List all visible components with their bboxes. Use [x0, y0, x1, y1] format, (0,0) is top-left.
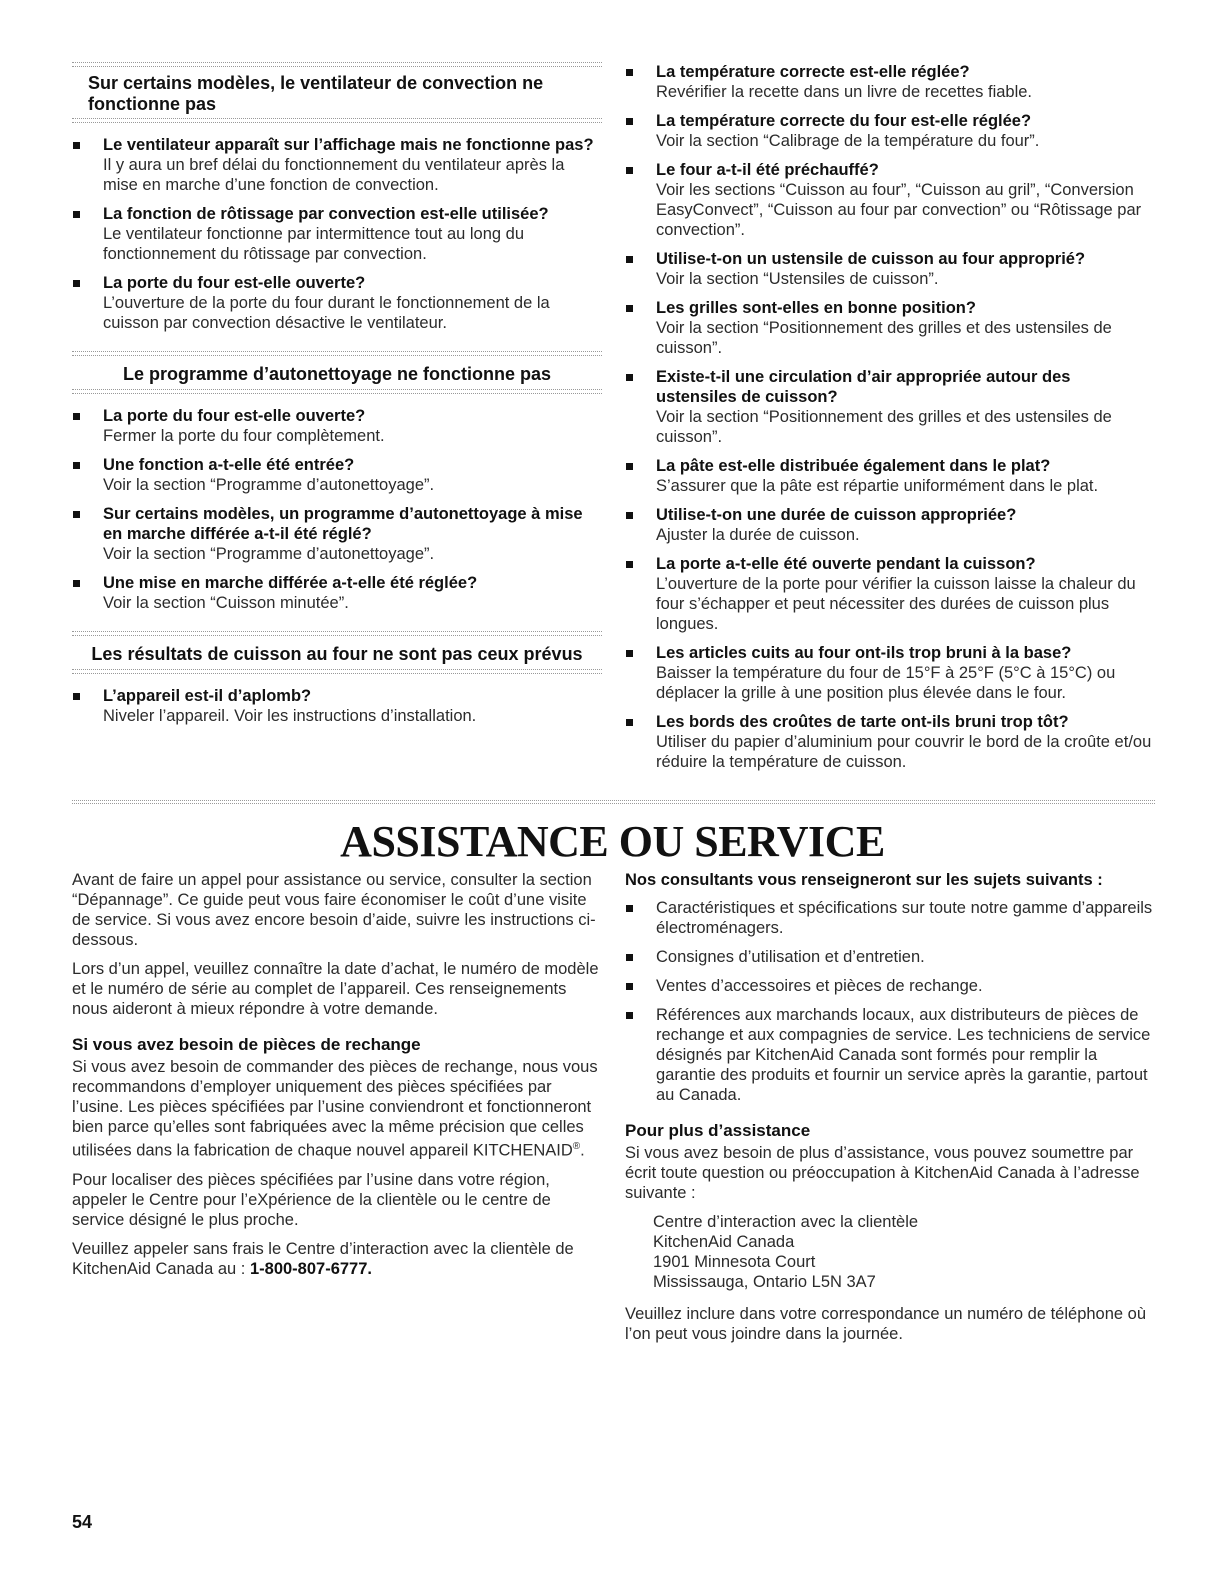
bullet-icon — [73, 211, 80, 218]
consultants-heading: Nos consultants vous renseigneront sur les sujets suivants : — [625, 871, 1103, 889]
address-line: Centre d’interaction avec la clientèle — [653, 1213, 919, 1231]
phone-number: 1-800-807-6777. — [249, 1259, 372, 1278]
bullet-icon — [626, 905, 633, 912]
answer: S’assurer que la pâte est répartie uniformément dans le plat. — [656, 477, 1099, 495]
question-item — [72, 273, 602, 333]
intro-paragraph: Avant de faire un appel pour assistance ou service, consulter la section “Dépannage”. Ce guide peut vous faire économiser le coût d’une visite de service. Si vous avez encore besoin d’aide, suivre les instructions ci-dessous. — [72, 871, 596, 949]
answer: Il y aura un bref délai du fonctionnement du ventilateur après la mise en marche d’une fonction de convection. — [103, 156, 565, 194]
address-line: KitchenAid Canada — [653, 1233, 795, 1251]
section-rule — [72, 669, 602, 674]
bullet-icon — [73, 693, 80, 700]
bullet-icon — [73, 413, 80, 420]
bullet-icon — [73, 142, 80, 149]
bullet-icon — [73, 511, 80, 518]
consultant-topic — [625, 976, 1155, 996]
more-assistance-paragraph: Si vous avez besoin de plus d’assistance, vous pouvez soumettre par écrit toute question ou préoccupation à KitchenAid Canada à l’adresse suivante : — [625, 1144, 1140, 1202]
answer: Fermer la porte du four complètement. — [103, 427, 385, 445]
question: Existe-t-il une circulation d’air appropriée autour des ustensiles de cuisson? — [656, 368, 1071, 406]
question-item — [625, 367, 1155, 447]
parts-text: Si vous avez besoin de commander des pièces de rechange, nous vous recommandons d’employer uniquement des pièces spécifiées par l’usine. Les pièces spécifiées par l’usine conviendront et fonctionneront bien parce qu’elles sont fabriquées avec la même précision que celles utilisées dans la fabrication de chaque nouvel appareil KITCHENAID — [72, 1058, 598, 1160]
page-title: ASSISTANCE OU SERVICE — [340, 817, 885, 866]
bullet-icon — [626, 374, 633, 381]
question-item — [625, 111, 1155, 151]
section-header-self-clean — [72, 351, 602, 394]
question: Les grilles sont-elles en bonne position? — [656, 299, 976, 317]
topic-text: Références aux marchands locaux, aux distributeurs de pièces de rechange et aux compagnies de service. Les techniciens de service désignés par KitchenAid Canada sont formés pour remplir la garantie des produits et fournir un service après la garantie, partout au Canada. — [656, 1006, 1151, 1104]
closing-paragraph: Veuillez inclure dans votre correspondance un numéro de téléphone où l’on peut vous joindre dans la journée. — [625, 1305, 1147, 1343]
question-item — [625, 505, 1155, 545]
bullet-icon — [626, 650, 633, 657]
question: L’appareil est-il d’aplomb? — [103, 687, 312, 705]
more-assistance-heading: Pour plus d’assistance — [625, 1121, 811, 1140]
section-title: Les résultats de cuisson au four ne sont pas ceux prévus — [91, 644, 583, 664]
question: La porte a-t-elle été ouverte pendant la cuisson? — [656, 555, 1036, 573]
answer: Le ventilateur fonctionne par intermittence tout au long du fonctionnement du rôtissage par convection. — [103, 225, 525, 263]
question-item — [625, 712, 1155, 772]
bullet-icon — [73, 280, 80, 287]
question: La porte du four est-elle ouverte? — [103, 407, 366, 425]
question-item — [625, 643, 1155, 703]
topic-text: Ventes d’accessoires et pièces de rechange. — [656, 977, 983, 995]
question: Utilise-t-on une durée de cuisson appropriée? — [656, 506, 1017, 524]
question-item — [72, 686, 602, 726]
question-item — [72, 406, 602, 446]
answer: Niveler l’appareil. Voir les instructions d’installation. — [103, 707, 477, 725]
section-title: Le programme d’autonettoyage ne fonctionne pas — [122, 364, 552, 384]
registered-mark: ® — [572, 1141, 581, 1152]
address-line: 1901 Minnesota Court — [653, 1253, 816, 1271]
assistance-left-column — [72, 870, 602, 1288]
answer: Revérifier la recette dans un livre de recettes fiable. — [656, 83, 1033, 101]
answer: L’ouverture de la porte du four durant le fonctionnement de la cuisson par convection désactive le ventilateur. — [103, 294, 550, 332]
answer: Voir la section “Ustensiles de cuisson”. — [656, 270, 939, 288]
question: Une mise en marche différée a-t-elle été réglée? — [103, 574, 478, 592]
bullet-icon — [626, 118, 633, 125]
question-item — [625, 62, 1155, 102]
question: La température correcte est-elle réglée? — [656, 63, 970, 81]
question-item — [625, 298, 1155, 358]
question: Les bords des croûtes de tarte ont-ils bruni trop tôt? — [656, 713, 1069, 731]
parts-paragraph — [72, 1057, 602, 1161]
section-header-cooking-results — [72, 631, 602, 674]
question-item — [625, 456, 1155, 496]
question: Les articles cuits au four ont-ils trop bruni à la base? — [656, 644, 1072, 662]
locate-paragraph: Pour localiser des pièces spécifiées par l’usine dans votre région, appeler le Centre pour l’eXpérience de la clientèle ou le centre de service désigné le plus proche. — [72, 1170, 551, 1229]
question-item — [72, 204, 602, 264]
mailing-address — [625, 1212, 1155, 1292]
question: La pâte est-elle distribuée également dans le plat? — [656, 457, 1051, 475]
address-line: Mississauga, Ontario L5N 3A7 — [653, 1273, 876, 1291]
consultant-topic — [625, 898, 1155, 938]
question: Le ventilateur apparaît sur l’affichage mais ne fonctionne pas? — [103, 136, 594, 154]
call-paragraph — [72, 1239, 602, 1279]
parts-end: . — [580, 1141, 585, 1160]
answer: Voir la section “Cuisson minutée”. — [103, 594, 349, 612]
parts-heading: Si vous avez besoin de pièces de rechange — [72, 1035, 421, 1054]
question: La température correcte du four est-elle réglée? — [656, 112, 1032, 130]
answer: Baisser la température du four de 15°F à 25°F (5°C à 15°C) ou déplacer la grille à une position plus élevée dans le four. — [656, 664, 1116, 702]
call-text: Veuillez appeler sans frais le Centre d’interaction avec la clientèle de KitchenAid Canada au : — [72, 1239, 574, 1278]
answer: Voir la section “Positionnement des grilles et des ustensiles de cuisson”. — [656, 408, 1112, 446]
question: La fonction de rôtissage par convection est-elle utilisée? — [103, 205, 549, 223]
troubleshooting-left-column — [72, 62, 602, 735]
bullet-icon — [73, 580, 80, 587]
bullet-icon — [626, 983, 633, 990]
question: Sur certains modèles, un programme d’autonettoyage à mise en marche différée a-t-il été réglé? — [103, 505, 583, 543]
bullet-icon — [626, 167, 633, 174]
question: La porte du four est-elle ouverte? — [103, 274, 366, 292]
bullet-icon — [626, 561, 633, 568]
question-item — [72, 573, 602, 613]
bullet-icon — [626, 512, 633, 519]
question-item — [625, 160, 1155, 240]
answer: Voir la section “Programme d’autonettoyage”. — [103, 545, 435, 563]
intro-paragraph: Lors d’un appel, veuillez connaître la date d’achat, le numéro de modèle et le numéro de série au complet de l’appareil. Ces renseignements nous aideront à mieux répondre à votre demande. — [72, 960, 599, 1018]
answer: Ajuster la durée de cuisson. — [656, 526, 860, 544]
section-header-convection-fan — [72, 62, 602, 123]
question: Utilise-t-on un ustensile de cuisson au four approprié? — [656, 250, 1086, 268]
page-number: 54 — [72, 1512, 93, 1532]
troubleshooting-right-column — [625, 62, 1155, 781]
bullet-icon — [626, 69, 633, 76]
section-title: Sur certains modèles, le ventilateur de convection ne fonctionne pas — [88, 73, 544, 114]
bullet-icon — [626, 1012, 633, 1019]
bullet-icon — [626, 954, 633, 961]
answer: Voir la section “Calibrage de la température du four”. — [656, 132, 1040, 150]
bullet-icon — [626, 305, 633, 312]
bullet-icon — [626, 719, 633, 726]
section-rule — [72, 118, 602, 123]
answer: Voir la section “Programme d’autonettoyage”. — [103, 476, 435, 494]
answer: L’ouverture de la porte pour vérifier la cuisson laisse la chaleur du four s’échapper et peut nécessiter des durées de cuisson plus longues. — [656, 575, 1136, 633]
answer: Voir les sections “Cuisson au four”, “Cuisson au gril”, “Conversion EasyConvect”, “Cuisson au four par convection” ou “Rôtissage par convection”. — [656, 181, 1142, 239]
consultant-topic — [625, 1005, 1155, 1105]
bullet-icon — [626, 256, 633, 263]
answer: Utiliser du papier d’aluminium pour couvrir le bord de la croûte et/ou réduire la température de cuisson. — [656, 733, 1152, 771]
bullet-icon — [73, 462, 80, 469]
question-item — [72, 504, 602, 564]
question-item — [72, 135, 602, 195]
topic-text: Consignes d’utilisation et d’entretien. — [656, 948, 925, 966]
question: Le four a-t-il été préchauffé? — [656, 161, 879, 179]
assistance-right-column — [625, 870, 1155, 1353]
bullet-icon — [626, 463, 633, 470]
consultant-topic — [625, 947, 1155, 967]
question-item — [625, 554, 1155, 634]
topic-text: Caractéristiques et spécifications sur toute notre gamme d’appareils électroménagers. — [656, 899, 1153, 937]
section-divider — [72, 800, 1155, 804]
question-item — [72, 455, 602, 495]
question: Une fonction a-t-elle été entrée? — [103, 456, 355, 474]
question-item — [625, 249, 1155, 289]
section-rule — [72, 389, 602, 394]
answer: Voir la section “Positionnement des grilles et des ustensiles de cuisson”. — [656, 319, 1112, 357]
